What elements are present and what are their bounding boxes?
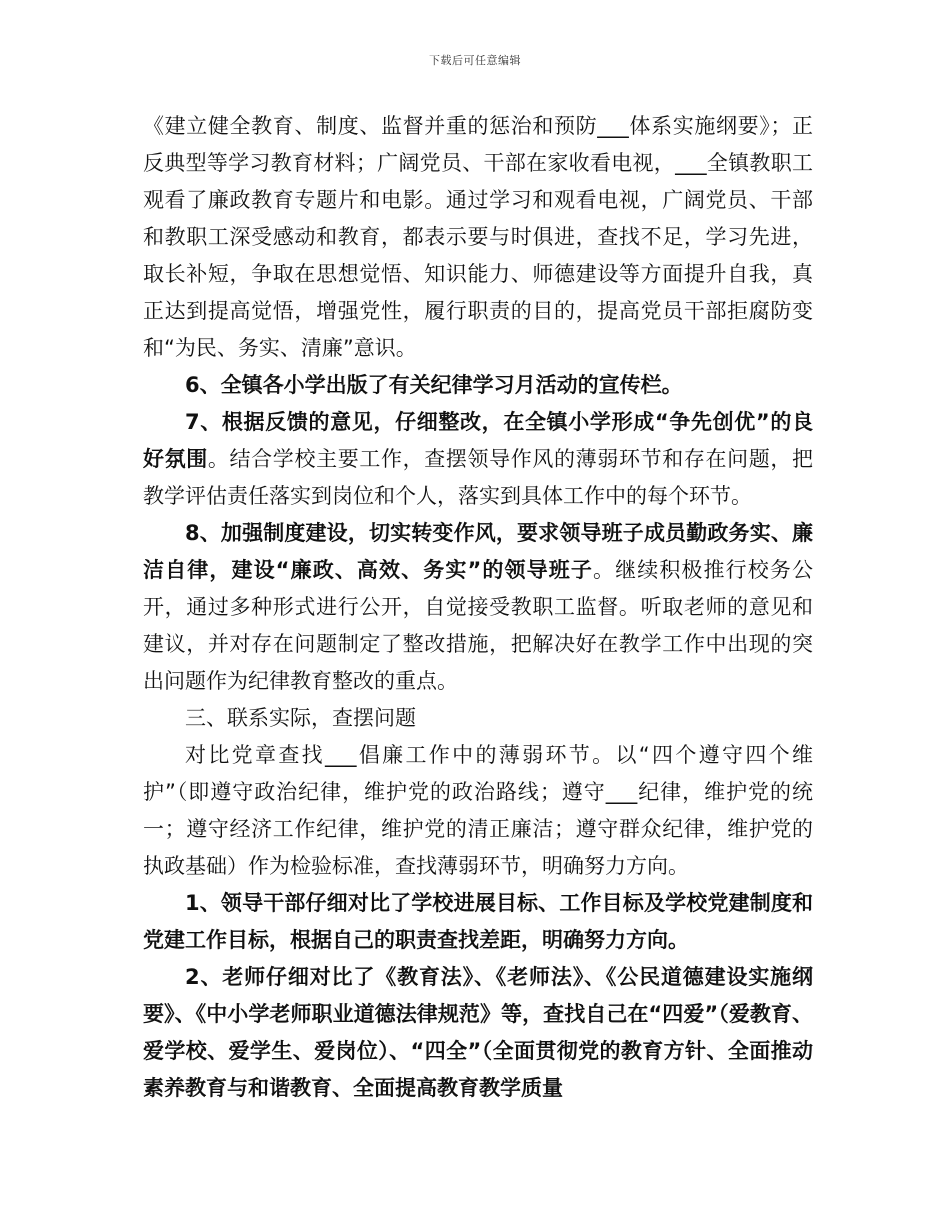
paragraph-item-1 [143, 885, 813, 959]
text-run-bold: 7、根据反馈的意见，仔细整改，在全镇小学形成“争先创优”的良好氛围 [143, 410, 813, 471]
section-heading-3 [143, 700, 813, 737]
text-run-bold: 6、全镇各小学出版了有关纪律学习月活动的宣传栏。 [185, 373, 683, 397]
paragraph-item-6 [143, 367, 813, 404]
paragraph-item-2 [143, 959, 813, 1107]
document-body [143, 108, 813, 1107]
paragraph-item-7 [143, 404, 813, 515]
text-run: 。结合学校主要工作，查摆领导作风的薄弱环节和存在问题，把教学评估责任落实到岗位和个人，落实到具体工作中的每个环节。 [143, 447, 814, 508]
text-run-bold: 2、老师仔细对比了《教育法》、《老师法》、《公民道德建设实施纲要》、《中小学老师职业道德法律规范》等，查找自己在“四爱”（爱教育、爱学校、爱学生、爱岗位）、“四全”（全面贯彻党的教育方针、全面推动素养教育与和谐教育、全面提高教育教学质量 [143, 965, 813, 1100]
text-run-bold: 1、领导干部仔细对比了学校进展目标、工作目标及学校党建制度和党建工作目标，根据自己的职责查找差距，明确努力方向。 [143, 891, 813, 952]
paragraph-continued [143, 108, 813, 367]
paragraph-party-charter [143, 737, 813, 885]
text-run: 三、联系实际，查摆问题 [185, 706, 416, 730]
text-run: 《建立健全教育、制度、监督并重的惩治和预防___体系实施纲要》；正反典型等学习教育材料；广阔党员、干部在家收看电视，___全镇教职工观看了廉政教育专题片和电影。通过学习和观看电视，广阔党员、干部和教职工深受感动和教育，都表示要与时俱进，查找不足，学习先进，取长补短，争取在思想觉悟、知识能力、师德建设等方面提升自我，真正达到提高觉悟，增强党性，履行职责的目的，提高党员干部拒腐防变和“为民、务实、清廉”意识。 [143, 114, 813, 360]
text-run-bold: 8、加强制度建设，切实转变作风，要求领导班子成员勤政务实、廉洁自律，建设“廉政、高效、务实”的领导班子 [143, 521, 813, 582]
paragraph-item-8 [143, 515, 813, 700]
page-header: 下载后可任意编辑 [429, 54, 521, 67]
text-run: 对比党章查找___倡廉工作中的薄弱环节。以“四个遵守四个维护”（即遵守政治纪律，维护党的政治路线；遵守___纪律，维护党的统一；遵守经济工作纪律，维护党的清正廉洁；遵守群众纪律，维护党的执政基础）作为检验标准，查找薄弱环节，明确努力方向。 [143, 743, 813, 878]
text-run: 。继续积极推行校务公开，通过多种形式进行公开，自觉接受教职工监督。听取老师的意见和建议，并对存在问题制定了整改措施，把解决好在教学工作中出现的突出问题作为纪律教育整改的重点。 [143, 558, 814, 693]
